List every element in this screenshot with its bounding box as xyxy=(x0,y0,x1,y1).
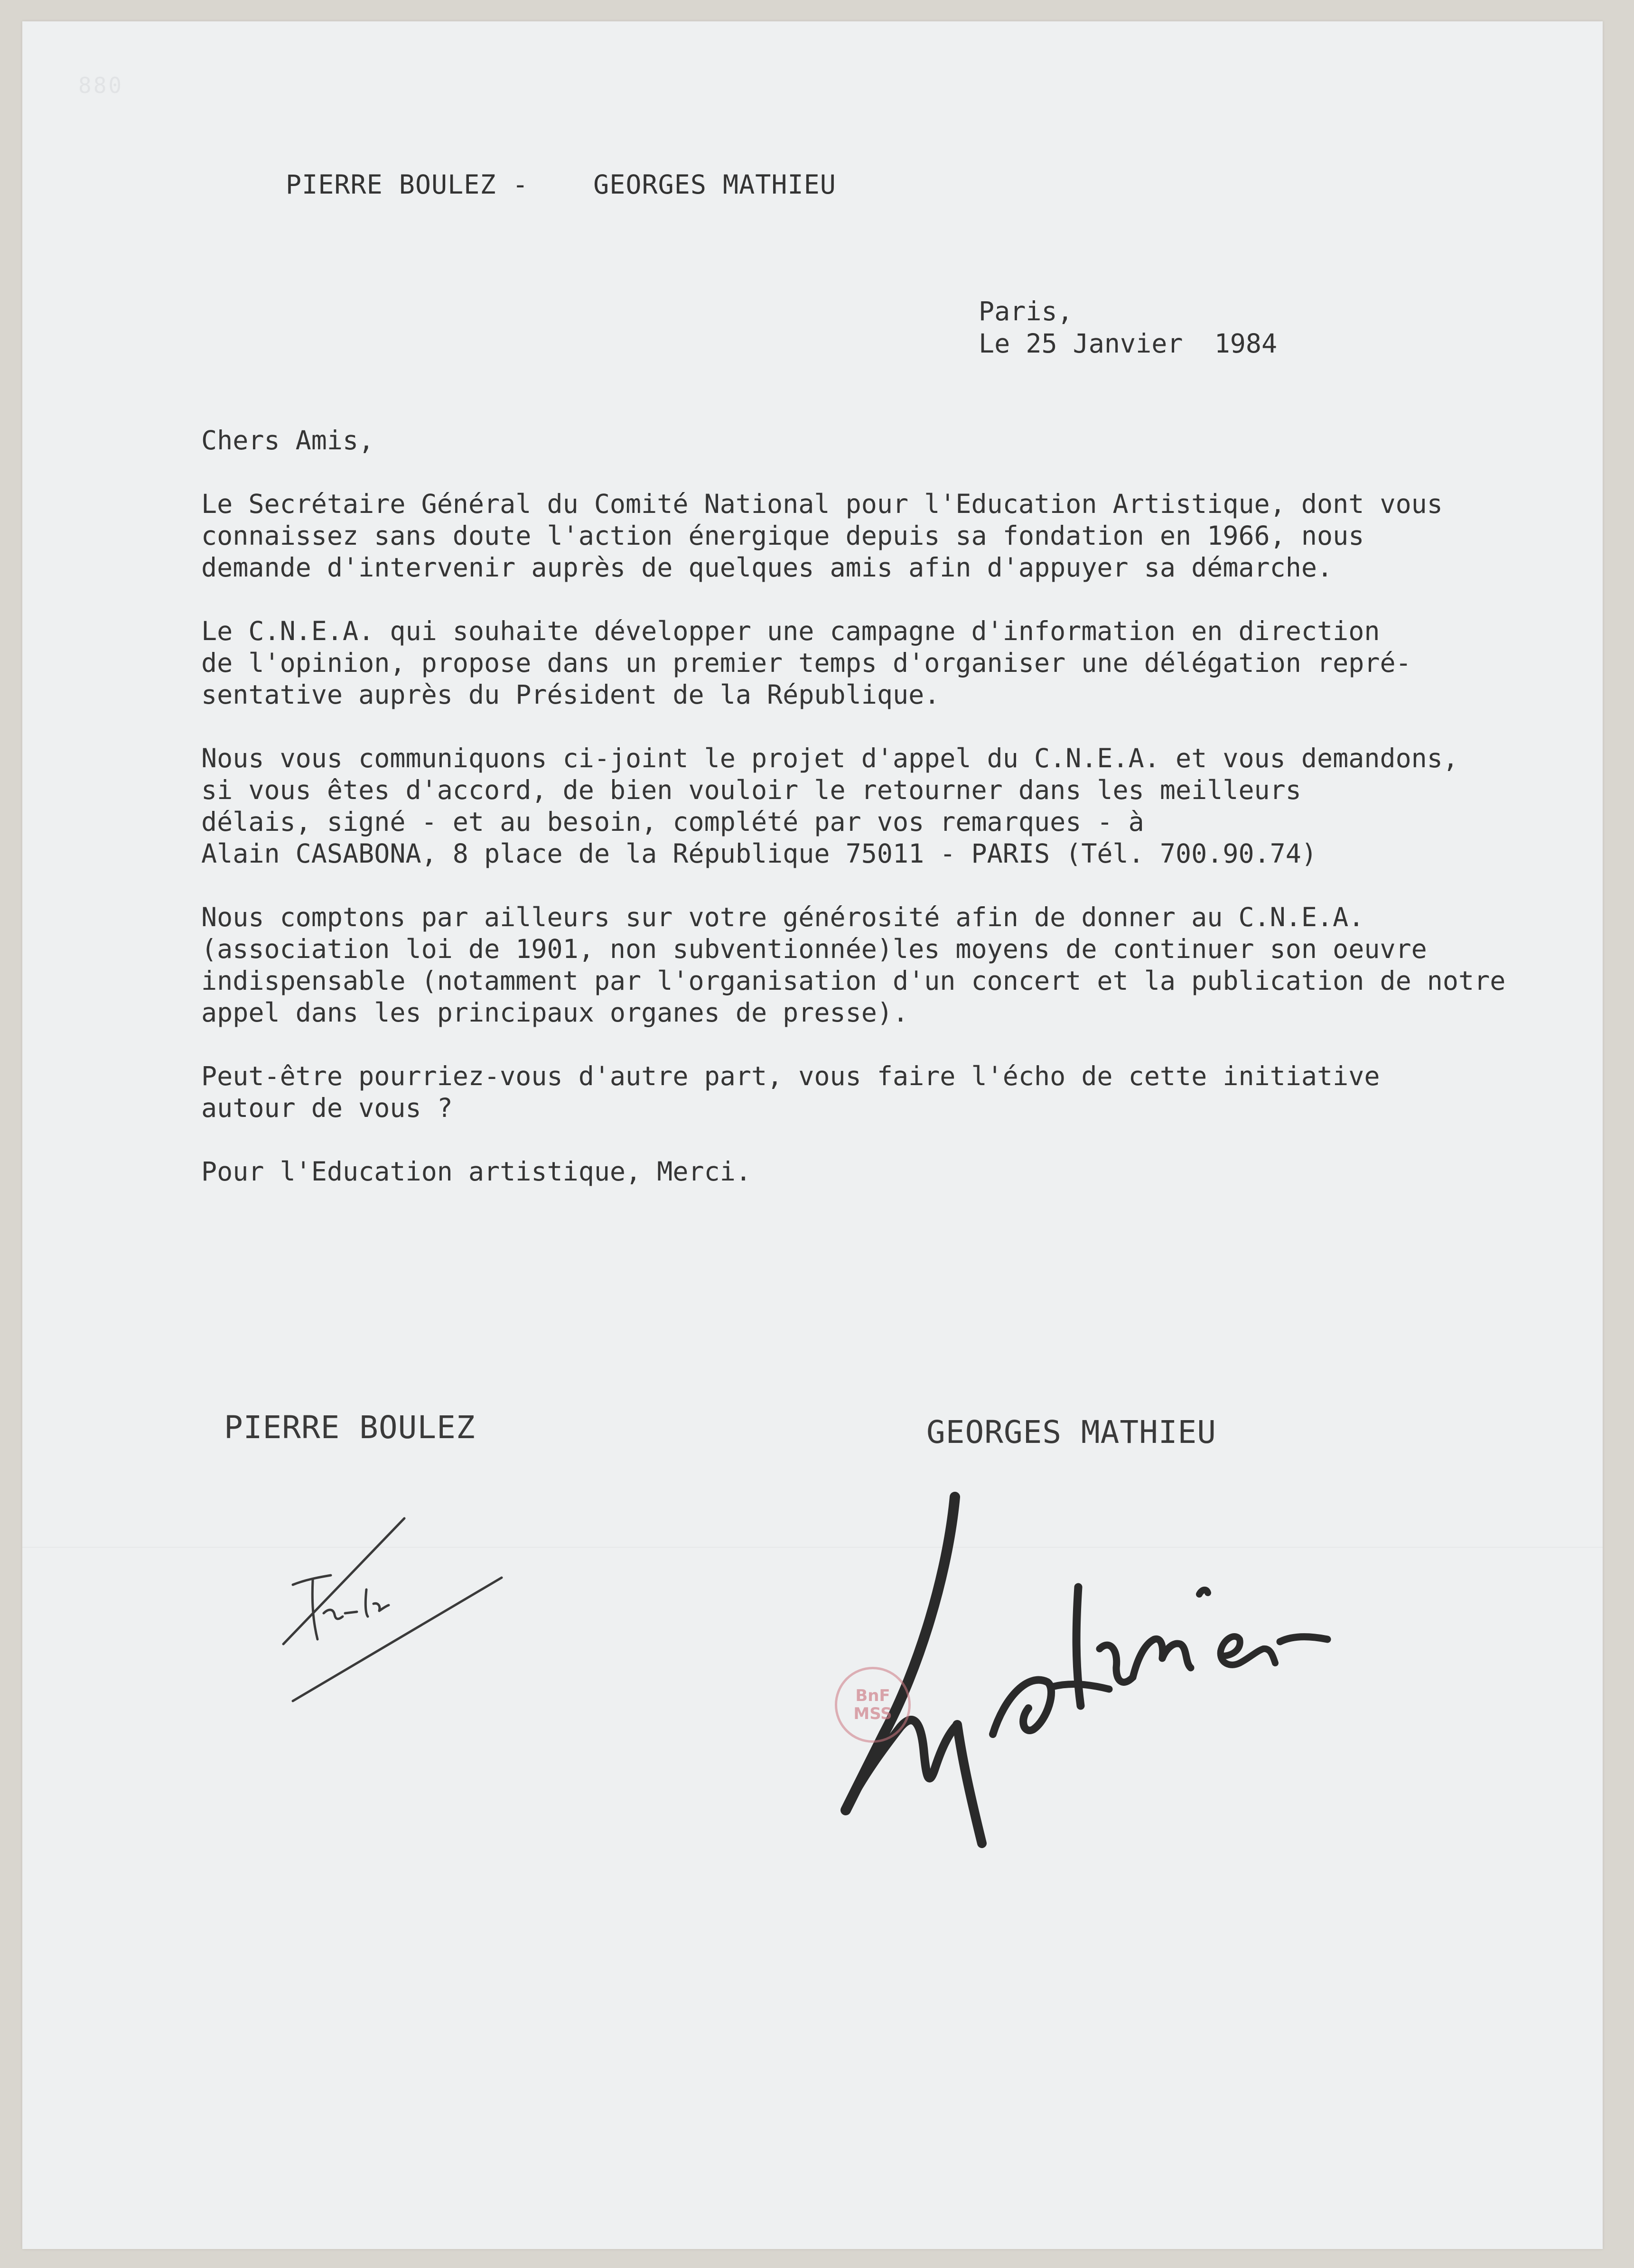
salutation: Chers Amis, xyxy=(201,425,374,455)
stamp-line-2: MSS xyxy=(853,1704,892,1723)
date-block xyxy=(979,295,1277,360)
paragraph-2: Le C.N.E.A. qui souhaite développer une campagne d'information en direction de l'opinion, propose dans un premier temps d'organiser une délégation repré- sentative auprès du Président de la République. xyxy=(201,616,1411,710)
paragraph-3: Nous vous communiquons ci-joint le projet d'appel du C.N.E.A. et vous demandons, si vous êtes d'accord, de bien vouloir le retourner dans les meilleurs délais, signé - et au besoin, complété par vos remarques - à Alain CASABONA, 8 place de la République 75011 - PARIS (Tél. 700.90.74) xyxy=(201,743,1459,869)
paragraph-1: Le Secrétaire Général du Comité National pour l'Education Artistique, dont vous connaissez sans doute l'action énergique depuis sa fondation en 1966, nous demande d'intervenir auprès de quelques amis afin d'appuyer sa démarche. xyxy=(201,489,1443,583)
paragraph-5: Peut-être pourriez-vous d'autre part, vous faire l'écho de cette initiative autour de vous ? xyxy=(201,1061,1380,1123)
bnf-stamp xyxy=(835,1667,911,1743)
letter-page xyxy=(22,21,1603,2249)
date-line: Le 25 Janvier 1984 xyxy=(979,328,1278,359)
signatory-name-mathieu: GEORGES MATHIEU xyxy=(926,1414,1217,1450)
stamp-line-1: BnF xyxy=(855,1686,890,1705)
letter-body xyxy=(201,425,1578,1219)
boulez-signature xyxy=(279,1492,516,1729)
letterhead xyxy=(286,169,836,200)
closing-line: Pour l'Education artistique, Merci. xyxy=(201,1156,751,1187)
archive-number: 880 xyxy=(78,73,124,98)
letterhead-name-boulez: PIERRE BOULEZ - xyxy=(286,169,529,200)
mathieu-signature xyxy=(805,1469,1470,1872)
letterhead-name-mathieu: GEORGES MATHIEU xyxy=(593,169,836,200)
signatory-name-boulez: PIERRE BOULEZ xyxy=(224,1409,476,1446)
paragraph-4: Nous comptons par ailleurs sur votre générosité afin de donner au C.N.E.A. (association loi de 1901, non subventionnée)les moyens de continuer son oeuvre indispensable (notamment par l'organisation d'un concert et la publication de notre appel dans les principaux organes de presse). xyxy=(201,902,1506,1028)
date-place: Paris, xyxy=(979,296,1073,326)
